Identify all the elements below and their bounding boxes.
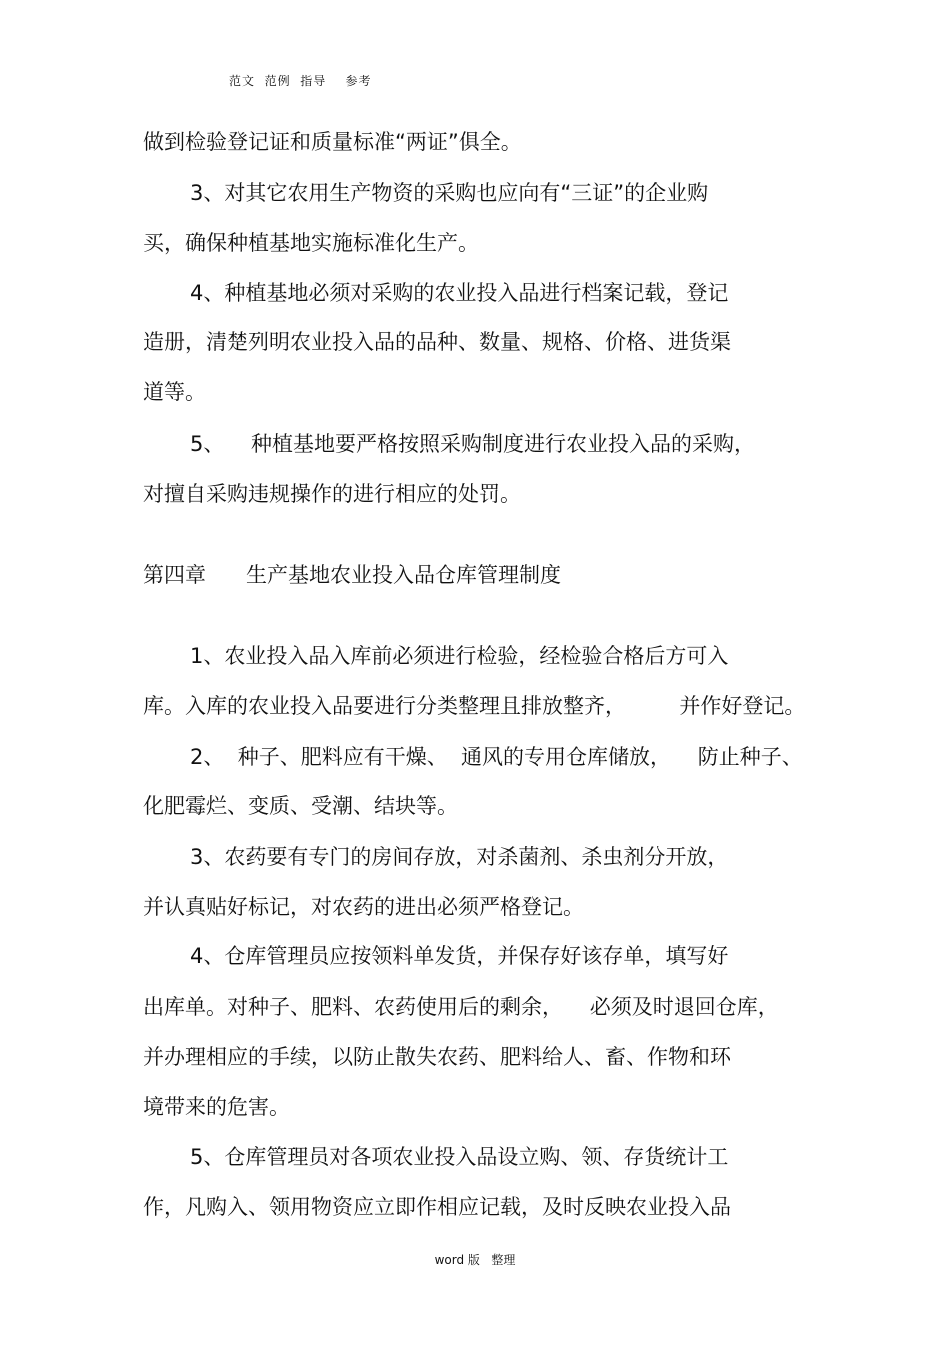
text-line: 并认真贴好标记，对农药的进出必须严格登记。 bbox=[143, 895, 584, 919]
page-header: 范文 范例 指导 参考 bbox=[229, 74, 372, 88]
text-line: 化肥霉烂、变质、受潮、结块等。 bbox=[143, 794, 458, 818]
text-line: 4、仓库管理员应按领料单发货，并保存好该存单，填写好 bbox=[190, 944, 729, 968]
text-line: 道等。 bbox=[143, 380, 206, 404]
text-line: 5、 种植基地要严格按照采购制度进行农业投入品的采购， bbox=[190, 432, 756, 456]
text-line: 买，确保种植基地实施标准化生产。 bbox=[143, 231, 479, 255]
text-line: 对擅自采购违规操作的进行相应的处罚。 bbox=[143, 482, 521, 506]
text-line: 5、仓库管理员对各项农业投入品设立购、领、存货统计工 bbox=[190, 1145, 729, 1169]
text-line: 做到检验登记证和质量标准“两证”俱全。 bbox=[143, 130, 522, 154]
text-line: 作，凡购入、领用物资应立即作相应记载，及时反映农业投入品 bbox=[143, 1195, 731, 1219]
text-line: 4、种植基地必须对采购的农业投入品进行档案记载，登记 bbox=[190, 281, 729, 305]
text-line: 3、对其它农用生产物资的采购也应向有“三证”的企业购 bbox=[190, 181, 709, 205]
text-line: 2、 种子、肥料应有干燥、 通风的专用仓库储放， 防止种子、 bbox=[190, 745, 803, 769]
text-line: 并办理相应的手续，以防止散失农药、肥料给人、畜、作物和环 bbox=[143, 1045, 731, 1069]
text-line: 出库单。对种子、肥料、农药使用后的剩余， 必须及时退回仓库， bbox=[143, 995, 779, 1019]
page-footer: word 版 整理 bbox=[434, 1253, 516, 1267]
text-line: 造册，清楚列明农业投入品的品种、数量、规格、价格、进货渠 bbox=[143, 330, 731, 354]
text-line: 库。入库的农业投入品要进行分类整理且排放整齐， 并作好登记。 bbox=[143, 694, 806, 718]
text-line: 境带来的危害。 bbox=[143, 1095, 290, 1119]
text-line: 3、农药要有专门的房间存放，对杀菌剂、杀虫剂分开放， bbox=[190, 845, 729, 869]
chapter-heading: 第四章 生产基地农业投入品仓库管理制度 bbox=[143, 563, 562, 587]
text-line: 1、农业投入品入库前必须进行检验，经检验合格后方可入 bbox=[190, 644, 729, 668]
